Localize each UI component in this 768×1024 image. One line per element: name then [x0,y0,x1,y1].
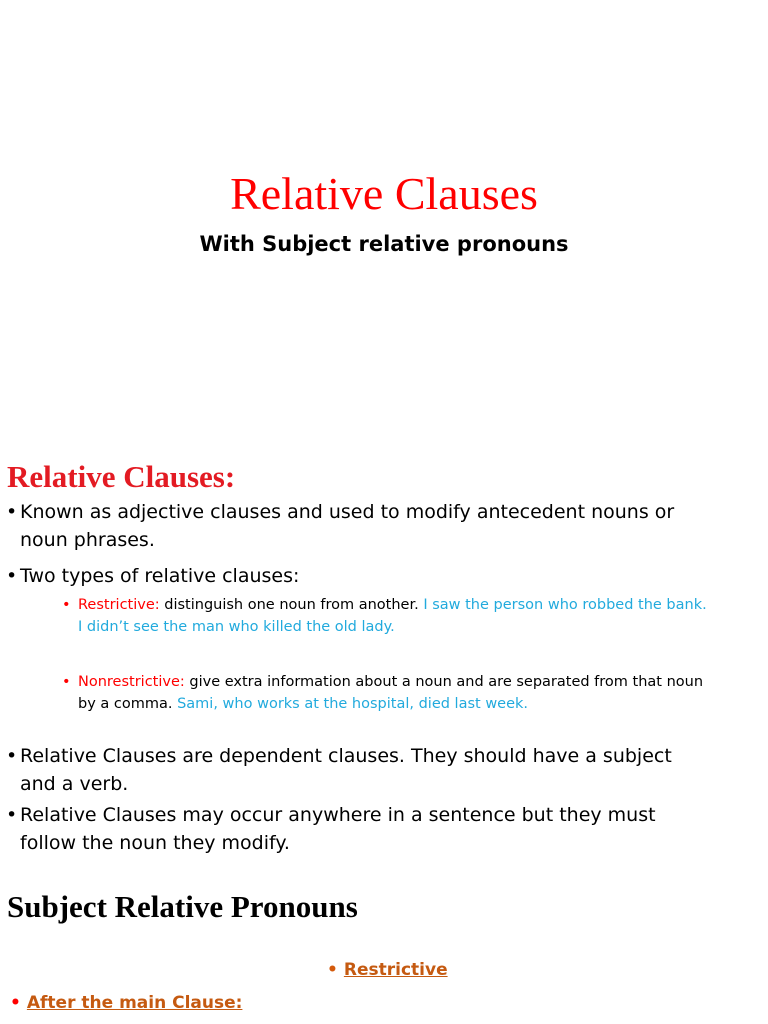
example-restrictive-1: I saw the person who robbed the bank. [423,597,707,613]
example-nonrestrictive: Sami, who works at the hospital, died last week. [177,696,529,712]
bullet-occur-anywhere [6,801,758,857]
bullet-text-cont: noun phrases. [20,529,155,551]
definition-restrictive: distinguish one noun from another. [159,597,424,613]
bullet-dot: • [62,597,71,613]
content-slide [0,432,768,1024]
title-slide [0,0,768,432]
subheading-restrictive [327,958,448,982]
example-restrictive-2: I didn’t see the man who killed the old lady. [78,619,395,635]
slide-subtitle: With Subject relative pronouns [199,232,569,256]
subheading-after-main-clause-label: After the main Clause: [26,993,243,1013]
slide-title: Relative Clauses [230,168,538,219]
bullet-text: Relative Clauses are dependent clauses. They should have a subject [20,745,672,767]
bullet-dot: • [6,745,18,767]
definition-nonrestrictive: give extra information about a noun and are separated from that noun [184,674,704,690]
bullet-known-as [6,498,758,554]
bullet-dot: • [6,501,18,523]
bullet-dot: • [6,565,18,587]
bullet-two-types [6,562,758,590]
definition-nonrestrictive-cont: by a comma. [78,696,178,712]
subbullet-nonrestrictive [62,671,758,715]
subheading-after-main-clause [10,991,242,1015]
term-nonrestrictive: Nonrestrictive: [78,674,185,690]
bullet-dependent-clauses [6,742,758,798]
subbullet-restrictive [62,594,758,638]
bullet-text: Relative Clauses may occur anywhere in a sentence but they must [20,804,656,826]
section-heading-relative-clauses: Relative Clauses: [7,459,236,494]
bullet-text: Known as adjective clauses and used to modify antecedent nouns or [20,501,675,523]
bullet-dot: • [6,804,18,826]
bullet-text-cont: follow the noun they modify. [20,832,290,854]
bullet-dot: • [10,993,21,1013]
section-heading-subject-relative-pronouns: Subject Relative Pronouns [7,889,358,924]
bullet-text-cont: and a verb. [20,773,129,795]
term-restrictive: Restrictive: [78,597,160,613]
subheading-restrictive-label: Restrictive [343,960,448,980]
bullet-text: Two types of relative clauses: [20,565,300,587]
bullet-dot: • [62,674,71,690]
bullet-dot: • [327,960,338,980]
